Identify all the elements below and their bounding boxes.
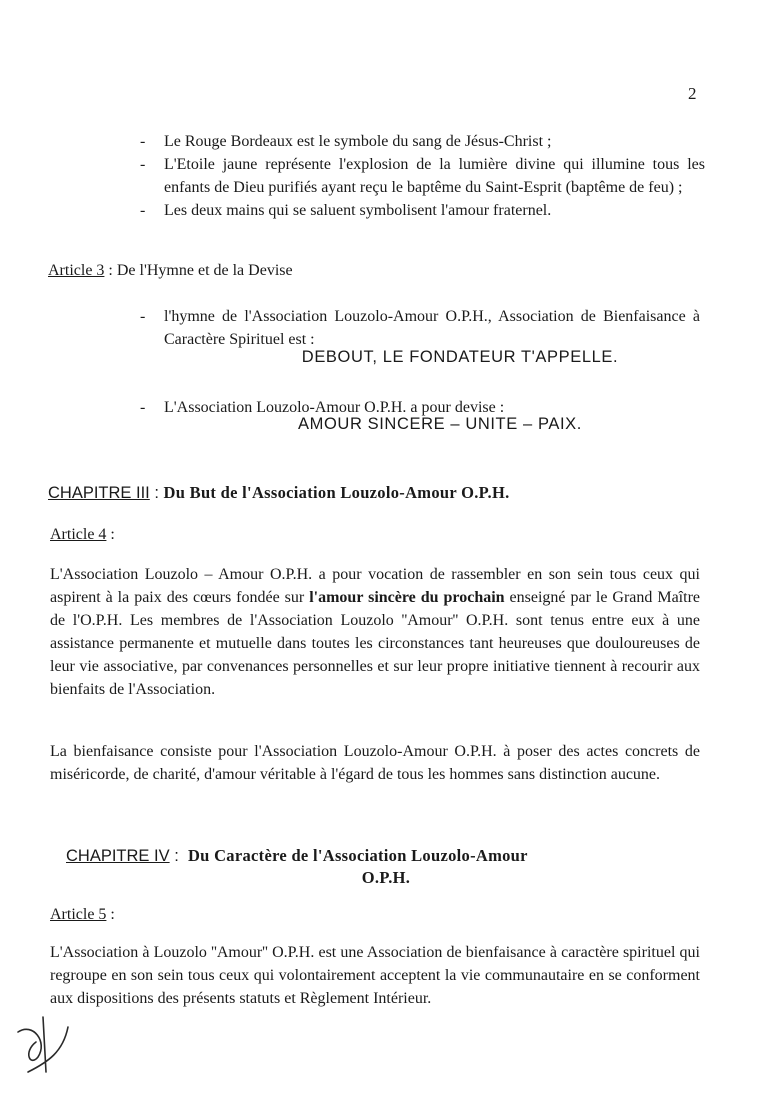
list-item: - Le Rouge Bordeaux est le symbole du sang de Jésus-Christ ;: [140, 133, 552, 150]
article-5-paragraph: L'Association à Louzolo ''Amour'' O.P.H. est une Association de bienfaisance à caractère spirituel qui regroupe en son sein tous ceux qui volontairement acceptent la vie communautaire en se conforment aux dispositions des présents statuts et Règlement Intérieur.: [50, 944, 700, 1007]
list-item: - L'Association Louzolo-Amour O.P.H. a pour devise :: [140, 399, 505, 416]
article-5-heading: Article 5 :: [50, 906, 115, 923]
hymn-motto-list: [140, 305, 700, 351]
hymn-title: DEBOUT, LE FONDATEUR T'APPELLE.: [301, 348, 619, 366]
list-item: - Les deux mains qui se saluent symbolisent l'amour fraternel.: [140, 202, 552, 219]
article-4-paragraph-1: L'Association Louzolo – Amour O.P.H. a pour vocation de rassembler en son sein tous ceux qui aspirent à la paix des cœurs fondée sur l'amour sincère du prochain enseigné par le Grand Maître de l'O.P.H. Les membres de l'Association Louzolo ''Amour'' O.P.H. sont tenus entre eux à une assistance permanente et mutuelle dans toutes les circonstances tant heureuses que douloureuses de leur vie associative, par convenances personnelles et sur leur propre initiative tiennent à recourir aux bienfaits de l'Association.: [50, 566, 700, 698]
chapter-4-heading: CHAPITRE IV : Du Caractère de l'Association Louzolo-Amour O.P.H.: [66, 846, 528, 887]
article-4-heading: Article 4 :: [50, 526, 115, 543]
list-item: - l'hymne de l'Association Louzolo-Amour O.P.H., Association de Bienfaisance à Caractère Spirituel est :: [140, 308, 700, 348]
list-item: - L'Etoile jaune représente l'explosion de la lumière divine qui illumine tous les enfants de Dieu purifiés ayant reçu le baptême du Saint-Esprit (baptême de feu) ;: [140, 156, 705, 196]
article-3-heading: Article 3 : De l'Hymne et de la Devise: [48, 262, 293, 279]
motto-text: AMOUR SINCERE – UNITE – PAIX.: [298, 415, 582, 433]
chapter-3-heading: CHAPITRE III : Du But de l'Association Louzolo-Amour O.P.H.: [48, 483, 510, 502]
article-4-paragraph-2: La bienfaisance consiste pour l'Association Louzolo-Amour O.P.H. à poser des actes concrets de miséricorde, de charité, d'amour véritable à l'égard de tous les hommes sans distinction aucune.: [50, 743, 700, 783]
symbol-list: [140, 130, 705, 222]
signature-mark: [8, 1012, 78, 1082]
page-number: 2: [688, 84, 697, 103]
